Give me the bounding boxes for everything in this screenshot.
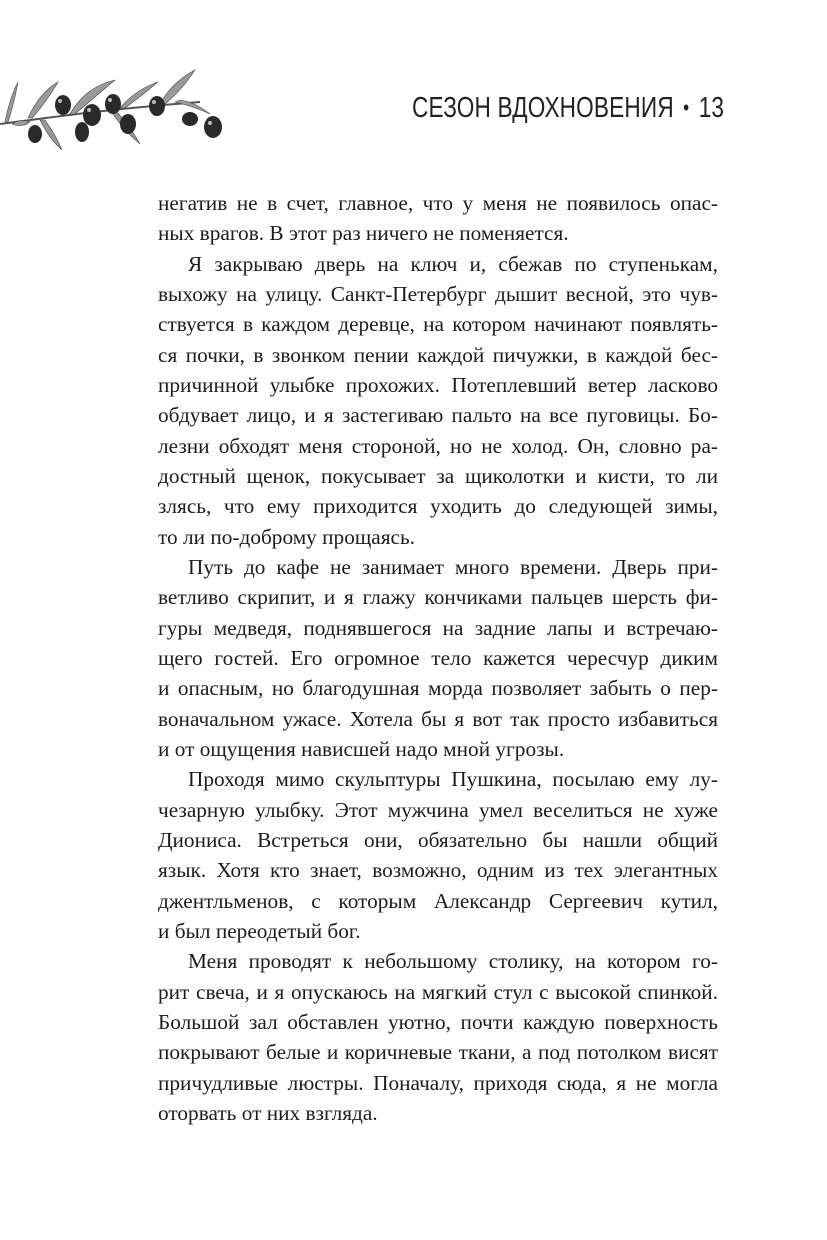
text-line: причинной улыбке прохожих. Потеплевший ветер ласково [158, 372, 718, 397]
paragraph [158, 249, 718, 552]
text-line: лезни обходят меня стороной, но не холод. Он, словно ра- [158, 433, 718, 458]
text-line: злясь, что ему приходится уходить до следующей зимы, [158, 494, 718, 519]
page-number: 13 [698, 91, 725, 124]
text-line: негатив не в счет, главное, что у меня не появилось опас- [158, 191, 718, 215]
paragraph [158, 552, 718, 764]
text-line: Меня проводят к небольшому столику, на котором го- [188, 949, 718, 974]
paragraph [158, 188, 718, 249]
body-text [158, 188, 718, 1128]
olive-branch-icon [0, 52, 230, 152]
text-line: язык. Хотя кто знает, возможно, одним из тех элегантных [158, 858, 718, 883]
text-line: оторвать от них взгляда. [158, 1100, 378, 1125]
text-line: выхожу на улицу. Санкт-Петербург дышит весной, это чув- [158, 281, 718, 306]
text-line: Я закрываю дверь на ключ и, сбежав по ступенькам, [188, 251, 718, 276]
text-line: Проходя мимо скульптуры Пушкина, посылаю ему лу- [188, 767, 718, 792]
text-line: рит свеча, и я опускаюсь на мягкий стул с высокой спинкой. [158, 979, 718, 1004]
text-line: ствуется в каждом деревце, на котором начинают появлять- [158, 312, 718, 337]
text-line: Путь до кафе не занимает много времени. Дверь при- [188, 554, 718, 579]
text-line: и был переодетый бог. [158, 918, 361, 943]
text-line: джентльменов, с которым Александр Сергеевич кутил, [158, 888, 718, 913]
text-line: чезарную улыбку. Этот мужчина умел веселиться не хуже [158, 797, 718, 822]
text-line: достный щенок, покусывает за щиколотки и кисти, то ли [158, 463, 718, 488]
text-line: воначальном ужасе. Хотела бы я вот так просто избавиться [158, 706, 718, 731]
text-line: и от ощущения нависшей надо мной угрозы. [158, 736, 565, 761]
text-line: Диониса. Встреться они, обязательно бы нашли общий [158, 827, 718, 852]
text-line: щего гостей. Его огромное тело кажется чересчур диким [158, 645, 718, 670]
separator-dot: • [683, 95, 690, 120]
text-line: ветливо скрипит, и я глажу кончиками пальцев шерсть фи- [158, 585, 718, 610]
text-line: ся почки, в звонком пении каждой пичужки, в каждой бес- [158, 342, 718, 367]
text-line: то ли по-доброму прощаясь. [158, 524, 415, 549]
paragraph [158, 946, 718, 1128]
text-line: ных врагов. В этот раз ничего не поменяется. [158, 221, 569, 246]
text-line: причудливые люстры. Поначалу, приходя сюда, я не могла [158, 1070, 718, 1095]
running-head [412, 88, 724, 128]
text-line: и опасным, но благодушная морда позволяет забыть о пер- [158, 676, 718, 701]
book-title: СЕЗОН ВДОХНОВЕНИЯ [412, 91, 674, 124]
text-line: Большой зал обставлен уютно, почти каждую поверхность [158, 1009, 718, 1034]
text-line: покрывают белые и коричневые ткани, а под потолком висят [158, 1040, 718, 1065]
text-line: обдувает лицо, и я застегиваю пальто на все пуговицы. Бо- [158, 403, 718, 428]
paragraph [158, 764, 718, 946]
text-line: гуры медведя, поднявшегося на задние лапы и встречаю- [158, 615, 718, 640]
